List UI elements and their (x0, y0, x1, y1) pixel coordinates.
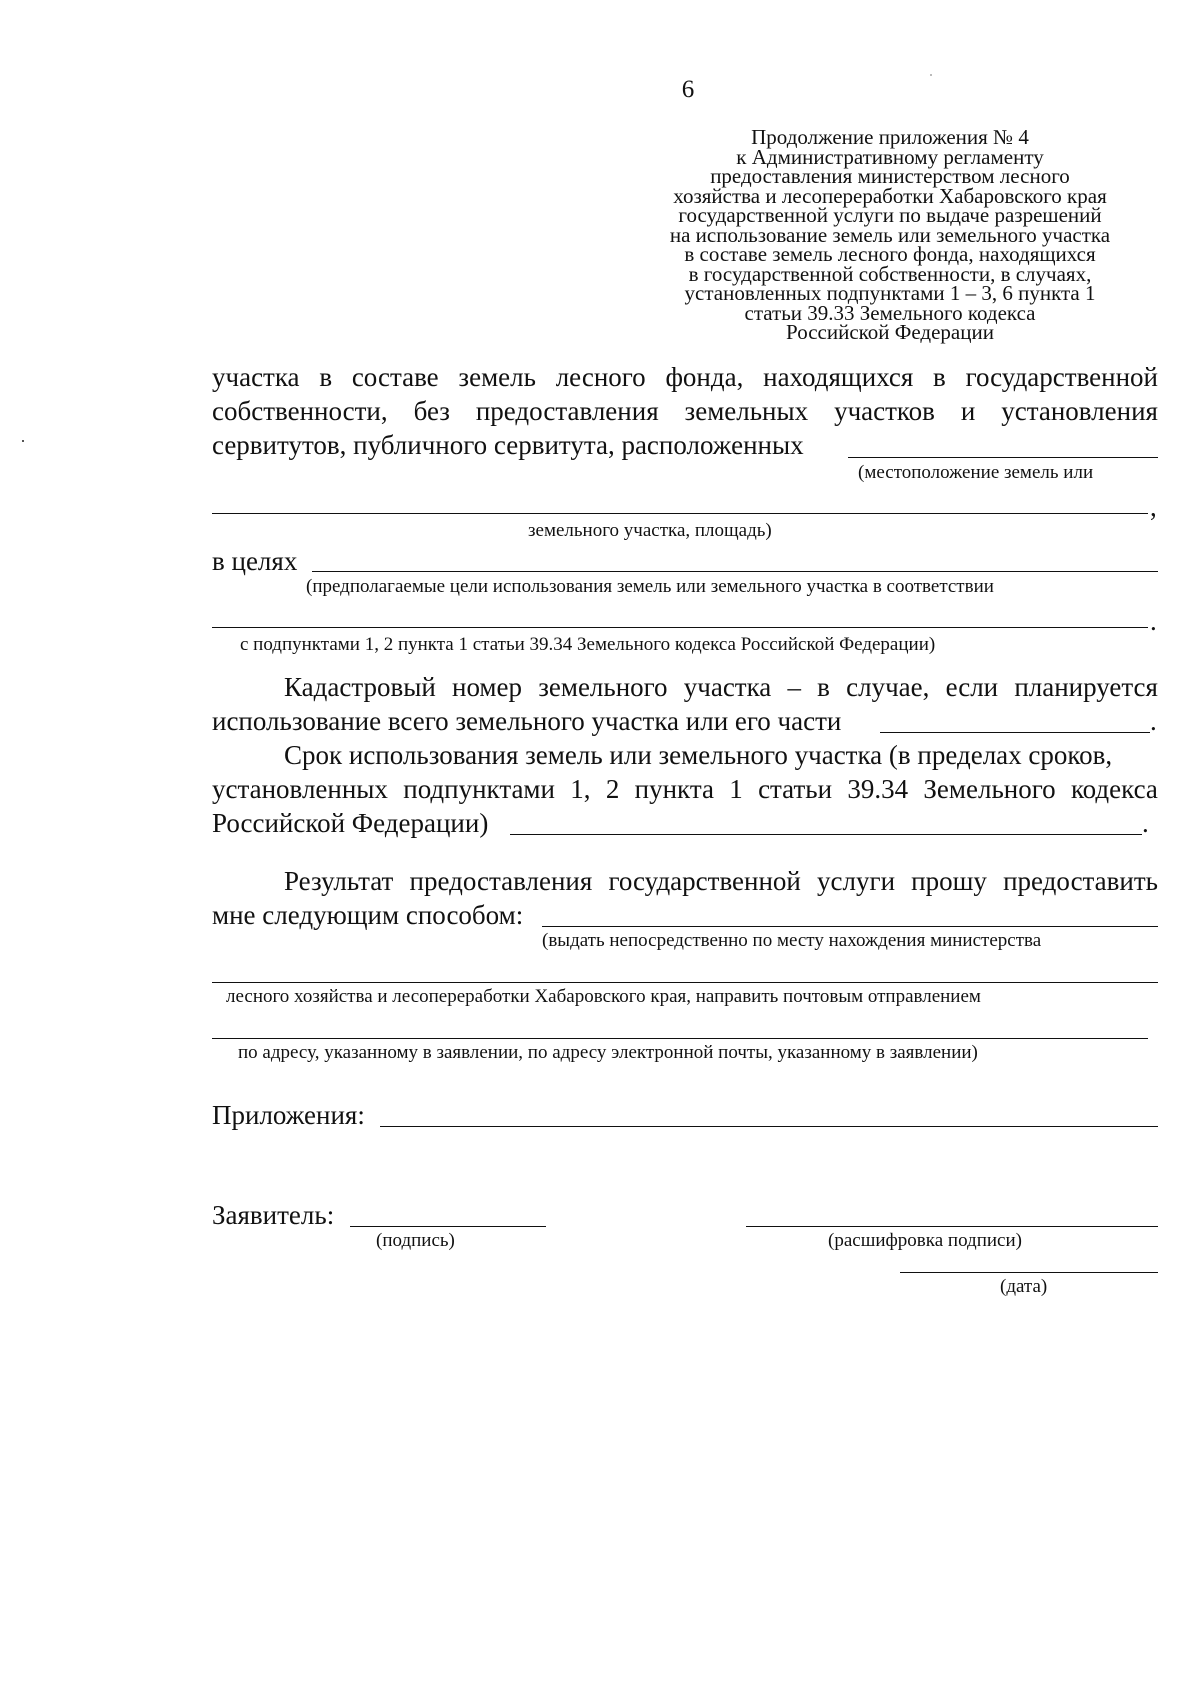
word: случае, (846, 672, 930, 702)
word: в (933, 362, 946, 392)
word: планируется (1014, 672, 1158, 702)
word: фонда, (665, 362, 744, 392)
period: . (1142, 808, 1149, 838)
word: 39.34 (847, 774, 909, 804)
word: в (817, 672, 830, 702)
signature-caption: (подпись) (376, 1230, 455, 1251)
word: предоставления (409, 866, 593, 896)
attachments-label: Приложения: (212, 1100, 365, 1130)
word: прошу (911, 866, 987, 896)
word: кодекса (1070, 774, 1158, 804)
header-line: государственной услуги по выдаче разрешений (678, 203, 1102, 227)
applicant-label: Заявитель: (212, 1200, 335, 1230)
purpose-caption: (предполагаемые цели использования земель или земельного участка в соответствии (306, 576, 994, 597)
header-line: установленных подпунктами 1 – 3, 6 пункта 1 (684, 281, 1096, 305)
result-blank-line-2[interactable] (212, 982, 1158, 983)
cadastral-line1 (284, 672, 1158, 703)
header-line: на использование земель или земельного участка (669, 222, 1111, 247)
word: номер (452, 672, 523, 702)
date-blank-line[interactable] (900, 1272, 1158, 1273)
term-line1: Срок использования земель или земельного участка (в пределах сроков, (284, 740, 1113, 770)
purpose-blank-line-2[interactable] (212, 627, 1148, 628)
word: предоставления (475, 396, 659, 426)
decryption-blank-line[interactable] (746, 1226, 1158, 1227)
decryption-caption: (расшифровка подписи) (828, 1230, 1022, 1251)
word: установления (1001, 396, 1158, 426)
period: . (1150, 606, 1157, 636)
word: 1, (570, 774, 591, 804)
word: 1 (729, 774, 743, 804)
header-line: предоставления министерством лесного (710, 164, 1070, 188)
cadastral-blank-line[interactable] (880, 732, 1150, 733)
term-blank-line[interactable] (510, 834, 1142, 835)
word: государственной (965, 362, 1158, 392)
word: и (960, 396, 976, 426)
word: находящихся (763, 362, 914, 392)
word: земель (458, 362, 536, 392)
word: составе (351, 362, 439, 392)
word: предоставить (1003, 866, 1158, 896)
word: земельных (684, 396, 809, 426)
word: подпунктами (403, 774, 555, 804)
purpose-label: в целях (212, 546, 298, 576)
term-line2 (212, 774, 1158, 805)
word: без (413, 396, 450, 426)
result-blank-line-3[interactable] (212, 1038, 1148, 1039)
result-caption-1: (выдать непосредственно по месту нахождения министерства (542, 930, 1042, 951)
header-line: хозяйства и лесопереработки Хабаровского края (673, 183, 1107, 208)
area-caption: земельного участка, площадь) (528, 520, 772, 541)
word: Результат (284, 866, 394, 896)
result-line1 (284, 866, 1158, 897)
term-line3: Российской Федерации) (212, 808, 489, 838)
header-line: Продолжение приложения № 4 (751, 125, 1029, 149)
word: если (945, 672, 999, 702)
header-line: Российской Федерации (786, 320, 994, 344)
para1-line3: сервитутов, публичного сервитута, расположенных (212, 430, 804, 460)
para1-line2 (212, 396, 1158, 427)
date-caption: (дата) (1000, 1276, 1048, 1297)
word: государственной (608, 866, 801, 896)
word: участка (683, 672, 772, 702)
period: . (1150, 706, 1157, 736)
result-caption-2: лесного хозяйства и лесопереработки Хабаровского края, направить почтовым отправлением (226, 986, 981, 1007)
cadastral-line2: использование всего земельного участка или его части (212, 706, 842, 736)
result-caption-3: по адресу, указанному в заявлении, по адресу электронной почты, указанному в заявлении) (238, 1042, 978, 1063)
purpose-blank-line[interactable] (312, 571, 1158, 572)
header-line: статьи 39.33 Земельного кодекса (744, 300, 1036, 325)
word: статьи (758, 774, 833, 804)
location-caption: (местоположение земель или (858, 462, 1094, 483)
word: участков (834, 396, 935, 426)
header-line: к Административному регламенту (736, 144, 1044, 169)
location-blank-line[interactable] (848, 457, 1158, 458)
page-number: 6 (681, 76, 695, 103)
header-line: в составе земель лесного фонда, находящихся (684, 242, 1096, 266)
appendix-header (630, 125, 1150, 344)
result-line2: мне следующим способом: (212, 900, 524, 930)
location-blank-line-2[interactable] (212, 513, 1148, 514)
signature-blank-line[interactable] (350, 1226, 546, 1227)
word: пункта (634, 774, 714, 804)
attachments-blank-line[interactable] (380, 1126, 1158, 1127)
word: 2 (605, 774, 620, 804)
header-line: в государственной собственности, в случаях, (688, 261, 1092, 286)
result-blank-line[interactable] (542, 926, 1158, 927)
comma: , (1150, 492, 1157, 522)
scan-speck (22, 440, 24, 442)
word: в (319, 362, 333, 392)
word: услуги (817, 866, 896, 896)
word: участка (212, 362, 300, 392)
word: – (787, 672, 801, 702)
para1-line1 (212, 362, 1158, 393)
word: Кадастровый (284, 672, 436, 702)
word: лесного (555, 362, 646, 392)
word: земельного (538, 672, 668, 702)
purpose-caption-2: с подпунктами 1, 2 пункта 1 статьи 39.34 Земельного кодекса Российской Федерации) (240, 634, 936, 655)
word: собственности, (212, 396, 388, 426)
word: установленных (212, 774, 388, 804)
word: Земельного (923, 774, 1056, 804)
